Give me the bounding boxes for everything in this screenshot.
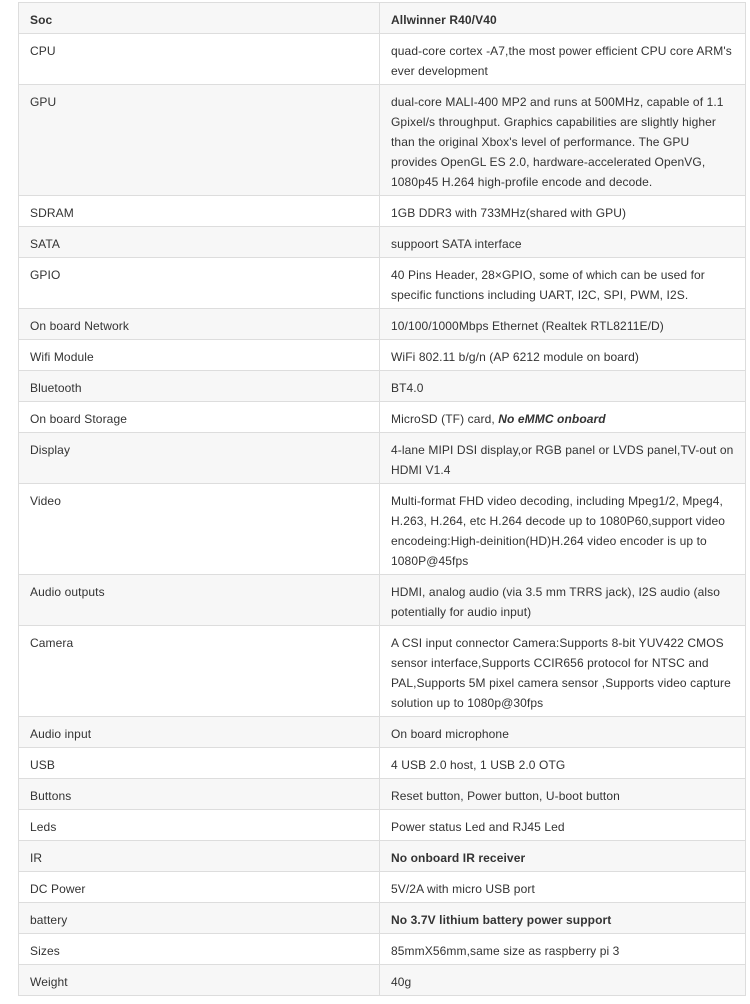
label-display: Display xyxy=(19,433,380,484)
table-row-camera xyxy=(19,626,746,717)
label-wifi: Wifi Module xyxy=(19,340,380,371)
label-cpu: CPU xyxy=(19,34,380,85)
label-camera: Camera xyxy=(19,626,380,717)
table-row-display xyxy=(19,433,746,484)
table-row-ir xyxy=(19,841,746,872)
table-row-leds xyxy=(19,810,746,841)
label-dc-power: DC Power xyxy=(19,872,380,903)
label-network: On board Network xyxy=(19,309,380,340)
label-gpio: GPIO xyxy=(19,258,380,309)
value-ir: No onboard IR receiver xyxy=(380,841,746,872)
label-gpu: GPU xyxy=(19,85,380,196)
table-row-weight xyxy=(19,965,746,996)
value-network: 10/100/1000Mbps Ethernet (Realtek RTL8211E/D) xyxy=(380,309,746,340)
label-bluetooth: Bluetooth xyxy=(19,371,380,402)
table-row-soc xyxy=(19,3,746,34)
value-sdram: 1GB DDR3 with 733MHz(shared with GPU) xyxy=(380,196,746,227)
label-audio-input: Audio input xyxy=(19,717,380,748)
value-gpu: dual-core MALI-400 MP2 and runs at 500MHz, capable of 1.1 Gpixel/s throughput. Graphics capabilities are slightly higher than the original Xbox's level of performance. The GPU provides OpenGL ES 2.0, hardware-accelerated OpenVG, 1080p45 H.264 high-profile encode and decode. xyxy=(380,85,746,196)
value-leds: Power status Led and RJ45 Led xyxy=(380,810,746,841)
label-sata: SATA xyxy=(19,227,380,258)
table-row-storage xyxy=(19,402,746,433)
value-buttons: Reset button, Power button, U-boot button xyxy=(380,779,746,810)
value-battery: No 3.7V lithium battery power support xyxy=(380,903,746,934)
table-row-audio-outputs xyxy=(19,575,746,626)
value-audio-outputs: HDMI, analog audio (via 3.5 mm TRRS jack), I2S audio (also potentially for audio input) xyxy=(380,575,746,626)
value-sata: suppoort SATA interface xyxy=(380,227,746,258)
value-dc-power: 5V/2A with micro USB port xyxy=(380,872,746,903)
value-gpio: 40 Pins Header, 28×GPIO, some of which can be used for specific functions including UART, I2C, SPI, PWM, I2S. xyxy=(380,258,746,309)
table-row-sdram xyxy=(19,196,746,227)
table-row-wifi xyxy=(19,340,746,371)
value-wifi: WiFi 802.11 b/g/n (AP 6212 module on board) xyxy=(380,340,746,371)
table-row-bluetooth xyxy=(19,371,746,402)
table-row-sata xyxy=(19,227,746,258)
table-row-buttons xyxy=(19,779,746,810)
table-row-battery xyxy=(19,903,746,934)
label-leds: Leds xyxy=(19,810,380,841)
value-storage xyxy=(380,402,746,433)
value-audio-input: On board microphone xyxy=(380,717,746,748)
label-video: Video xyxy=(19,484,380,575)
value-weight: 40g xyxy=(380,965,746,996)
label-soc: Soc xyxy=(19,3,380,34)
spec-table-body xyxy=(19,3,746,996)
table-row-audio-input xyxy=(19,717,746,748)
table-row-gpu xyxy=(19,85,746,196)
table-row-network xyxy=(19,309,746,340)
table-row-sizes xyxy=(19,934,746,965)
label-buttons: Buttons xyxy=(19,779,380,810)
label-battery: battery xyxy=(19,903,380,934)
table-row-gpio xyxy=(19,258,746,309)
label-sdram: SDRAM xyxy=(19,196,380,227)
value-sizes: 85mmX56mm,same size as raspberry pi 3 xyxy=(380,934,746,965)
value-storage-emphasis: No eMMC onboard xyxy=(498,412,606,426)
label-storage: On board Storage xyxy=(19,402,380,433)
value-bluetooth: BT4.0 xyxy=(380,371,746,402)
label-ir: IR xyxy=(19,841,380,872)
value-storage-text: MicroSD (TF) card, xyxy=(391,412,499,426)
table-row-dc-power xyxy=(19,872,746,903)
value-camera: A CSI input connector Camera:Supports 8-bit YUV422 CMOS sensor interface,Supports CCIR656 protocol for NTSC and PAL,Supports 5M pixel camera sensor ,Supports video capture solution up to 1080p@30fps xyxy=(380,626,746,717)
value-soc: Allwinner R40/V40 xyxy=(380,3,746,34)
table-row-cpu xyxy=(19,34,746,85)
value-cpu: quad-core cortex -A7,the most power efficient CPU core ARM's ever development xyxy=(380,34,746,85)
table-row-video xyxy=(19,484,746,575)
spec-table xyxy=(18,2,746,996)
value-usb: 4 USB 2.0 host, 1 USB 2.0 OTG xyxy=(380,748,746,779)
label-usb: USB xyxy=(19,748,380,779)
label-weight: Weight xyxy=(19,965,380,996)
label-sizes: Sizes xyxy=(19,934,380,965)
value-video: Multi-format FHD video decoding, including Mpeg1/2, Mpeg4, H.263, H.264, etc H.264 decode up to 1080P60,support video encodeing:High-deinition(HD)H.264 video encoder is up to 1080P@45fps xyxy=(380,484,746,575)
label-audio-outputs: Audio outputs xyxy=(19,575,380,626)
table-row-usb xyxy=(19,748,746,779)
value-display: 4-lane MIPI DSI display,or RGB panel or LVDS panel,TV-out on HDMI V1.4 xyxy=(380,433,746,484)
